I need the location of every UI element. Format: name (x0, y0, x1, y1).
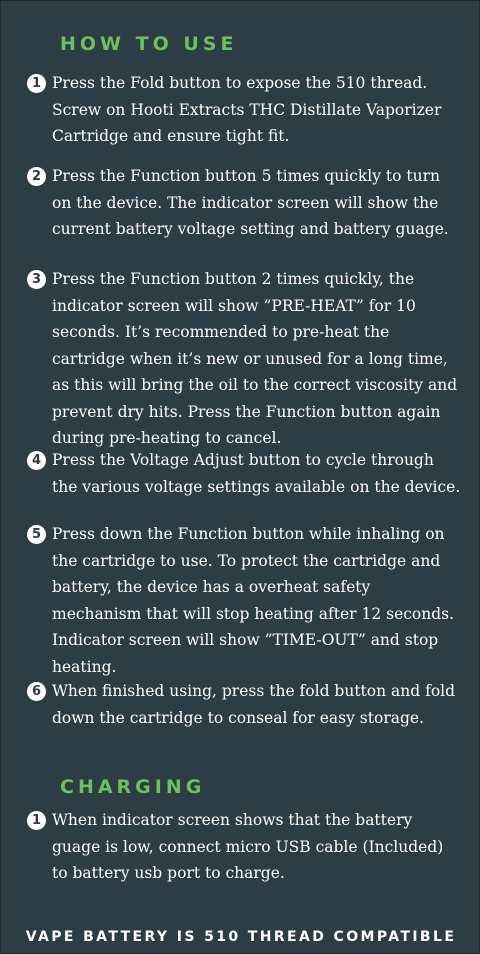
step-text: Press the Function button 2 times quickly, the indicator screen will show ”PRE-HEAT” for 10 seconds. It’s recommended to pre-heat the cartridge when it’s new or unused for a long time, as this will bring the oil to the correct viscosity and prevent dry hits. Press the Function button again during pre-heating to cancel. (52, 270, 458, 447)
step-text: Press the Voltage Adjust button to cycle through the various voltage settings available on the device. (52, 451, 461, 496)
step-number-icon: 3 (27, 270, 46, 289)
step-text: When finished using, press the fold button and fold down the cartridge to conseal for easy storage. (52, 682, 456, 727)
how-to-use-step-6 (27, 678, 463, 731)
how-to-use-step-3 (27, 266, 463, 452)
how-to-use-step-5 (27, 521, 463, 680)
step-text: Press the Function button 5 times quickly to turn on the device. The indicator screen will show the current battery voltage setting and battery guage. (52, 167, 449, 238)
step-text: Press down the Function button while inhaling on the cartridge to use. To protect the cartridge and battery, the device has a overheat safety mechanism that will stop heating after 12 seconds. Indicator screen will show ”TIME-OUT” and stop heating. (52, 525, 455, 676)
charging-step-1 (27, 807, 463, 887)
how-to-use-step-2 (27, 163, 463, 243)
how-to-use-step-4 (27, 447, 463, 500)
step-number-icon: 6 (27, 682, 46, 701)
step-text: When indicator screen shows that the battery guage is low, connect micro USB cable (Included) to battery usb port to charge. (52, 811, 444, 882)
step-number-icon: 4 (27, 451, 46, 470)
step-text: Press the Fold button to expose the 510 thread. Screw on Hooti Extracts THC Distillate Vaporizer Cartridge and ensure tight fit. (52, 74, 442, 145)
step-number-icon: 2 (27, 167, 46, 186)
step-number-icon: 1 (27, 74, 46, 93)
compatibility-footer: VAPE BATTERY IS 510 THREAD COMPATIBLE (25, 929, 457, 945)
charging-heading: CHARGING (60, 776, 206, 798)
how-to-use-step-1 (27, 70, 463, 150)
step-number-icon: 5 (27, 525, 46, 544)
step-number-icon: 1 (27, 811, 46, 830)
how-to-use-heading: HOW TO USE (60, 33, 238, 55)
